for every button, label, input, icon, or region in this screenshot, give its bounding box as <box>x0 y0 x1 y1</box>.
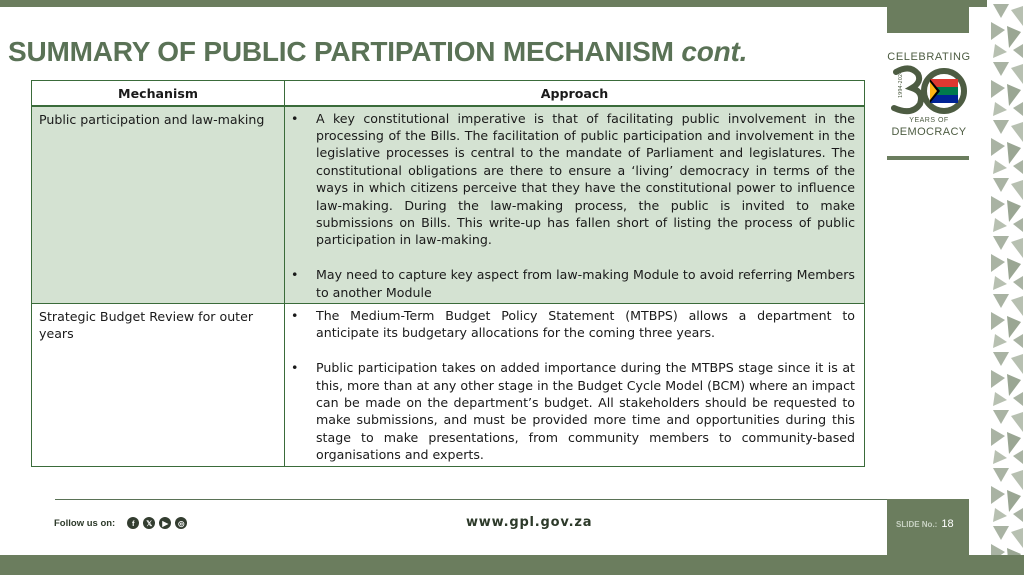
years-range: 1994-2024 <box>898 70 904 98</box>
mechanism-cell: Strategic Budget Review for outer years <box>32 303 285 466</box>
table-row <box>32 106 865 304</box>
logo-celebrating-text: CELEBRATING <box>887 51 971 63</box>
celebrating-30-years-logo <box>886 50 972 142</box>
follow-label: Follow us on: <box>54 517 116 529</box>
approach-list <box>291 307 855 464</box>
list-item: • May need to capture key aspect from law-making Module to avoid referring Members to another Module <box>291 267 855 300</box>
website-link[interactable]: www.gpl.gov.za <box>466 515 593 530</box>
mechanism-cell: Public participation and law-making <box>32 106 285 304</box>
bottom-band <box>0 555 1024 575</box>
slide-number-label: SLIDE No.: <box>896 520 938 529</box>
x-icon[interactable]: 𝕏 <box>143 517 155 529</box>
table-header-row <box>32 81 865 106</box>
list-item: • Public participation takes on added importance during the MTBPS stage since it is at this, more than at any other stage in the Budget Cycle Model (BCM) where an impact can be made on the department’s budget. All stakeholders should be requested to make submissions, and must be provided more time and opportunities during this stage to make presentations, from community members to community-based organisations and experts. <box>291 360 855 463</box>
bullet-icon: • <box>291 110 299 126</box>
table-row <box>32 303 865 466</box>
approach-list <box>291 110 855 301</box>
slide-title: SUMMARY OF PUBLIC PARTIPATION MECHANISM cont. <box>8 36 748 67</box>
social-follow <box>54 517 187 529</box>
logo-divider <box>887 156 969 160</box>
header-mechanism: Mechanism <box>32 81 285 106</box>
bullet-icon: • <box>291 360 299 376</box>
mechanism-approach-table <box>31 80 865 467</box>
list-item: • The Medium-Term Budget Policy Statement (MTBPS) allows a department to anticipate its budgetary allocations for the coming three years. <box>291 307 855 341</box>
bullet-icon: • <box>291 307 299 323</box>
slide-number-value: 18 <box>941 518 954 530</box>
logo-top-block <box>887 7 969 33</box>
instagram-icon[interactable]: ◎ <box>175 517 187 529</box>
header-approach: Approach <box>285 81 865 106</box>
thirty-emblem-icon <box>888 64 970 116</box>
title-suffix: cont. <box>681 36 748 67</box>
logo-years-of-text: YEARS OF <box>909 117 949 124</box>
bullet-icon: • <box>291 267 299 283</box>
top-band <box>0 0 1024 7</box>
facebook-icon[interactable]: f <box>127 517 139 529</box>
approach-cell <box>285 106 865 304</box>
logo-democracy-text: DEMOCRACY <box>891 126 967 138</box>
logo-thirty-mark <box>888 64 970 116</box>
slide-number <box>896 518 954 530</box>
summary-table-container <box>31 80 865 467</box>
footer-divider <box>55 499 887 500</box>
list-item: • A key constitutional imperative is that of facilitating public involvement in the processing of the Bills. The facilitation of public participation and involvement in the legislative processes is central to the mandate of Parliament and legislatures. The constitutional obligations are there to ensure a ‘living’ democracy in terms of the ways in which citizens perceive that they have the constitutional power to influence law-making. During the law-making process, the public is invited to make submissions on Bills. This write-up has fallen short of listing the process of public participation in law-making. <box>291 110 855 248</box>
approach-cell <box>285 303 865 466</box>
youtube-icon[interactable]: ▶ <box>159 517 171 529</box>
ornament-pattern-icon <box>987 0 1024 575</box>
decorative-pattern-strip <box>987 0 1024 575</box>
